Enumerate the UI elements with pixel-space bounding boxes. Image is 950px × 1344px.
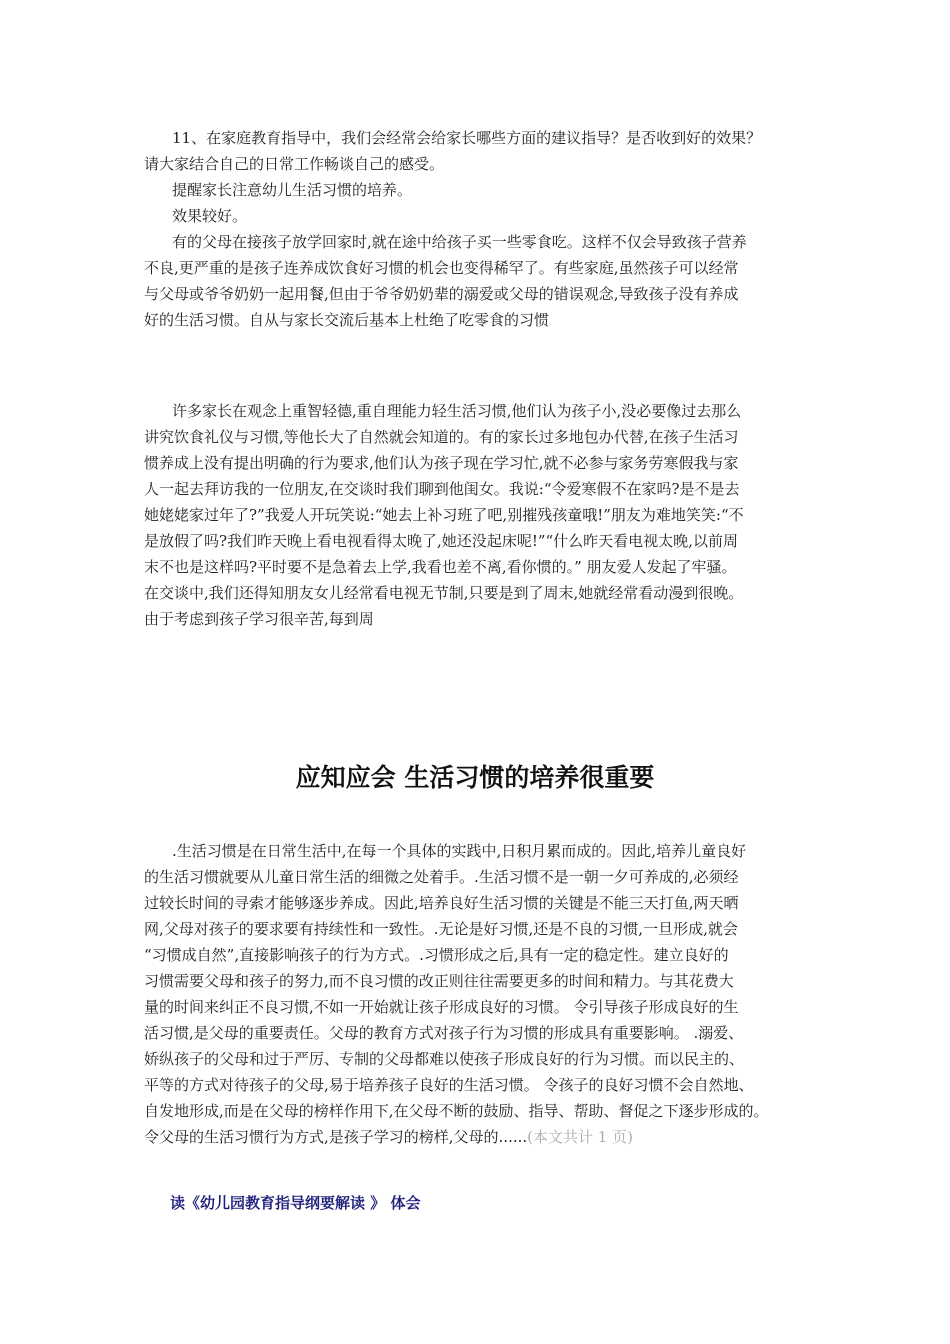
paragraph-line: 网,父母对孩子的要求要有持续性和一致性。.无论是好习惯,还是不良的习惯,一旦形成,就会: [144, 920, 738, 938]
paragraph-line: 讲究饮食礼仪与习惯,等他长大了自然就会知道的。有的家长过多地包办代替,在孩子生活习: [144, 428, 739, 446]
paragraph-line: 她姥姥家过年了?”我爱人开玩笑说:“她去上补习班了吧,别摧残孩童哦!”朋友为难地笑笑:“不: [144, 506, 744, 524]
related-article-link[interactable]: 读《幼儿园教育指导纲要解读 》 体会: [170, 1194, 421, 1212]
paragraph-line: 在交谈中,我们还得知朋友女儿经常看电视无节制,只要是到了周末,她就经常看动漫到很晚。: [144, 584, 744, 602]
paragraph-line: “习惯成自然”,直接影响孩子的行为方式。.习惯形成之后,具有一定的稳定性。建立良好的: [144, 946, 729, 964]
section-parent-concepts: [144, 398, 814, 632]
paragraph-line: 不良,更严重的是孩子连养成饮食好习惯的机会也变得稀罕了。有些家庭,虽然孩子可以经常: [144, 259, 739, 277]
paragraph-line: 好的生活习惯。自从与家长交流后基本上杜绝了吃零食的习惯: [144, 311, 550, 329]
paragraph-line: 与父母或爷爷奶奶一起用餐,但由于爷爷奶奶辈的溺爱或父母的错误观念,导致孩子没有养成: [144, 285, 739, 303]
paragraph-line: 许多家长在观念上重智轻德,重自理能力轻生活习惯,他们认为孩子小,没必要像过去那么: [172, 402, 742, 420]
page-count-note: (本文共计 1 页): [527, 1128, 633, 1146]
paragraph-line: 活习惯,是父母的重要责任。父母的教育方式对孩子行为习惯的形成具有重要影响。 .溺爱、: [144, 1024, 744, 1042]
paragraph-last-line: [144, 1124, 814, 1150]
paragraph-line: 娇纵孩子的父母和过于严厉、专制的父母都难以使孩子形成良好的行为习惯。而以民主的、: [144, 1050, 745, 1068]
paragraph-line: 效果较好。: [172, 207, 248, 225]
section-parenting-advice: [144, 125, 814, 333]
last-line-text: 令父母的生活习惯行为方式,是孩子学习的榜样,父母的......: [144, 1128, 528, 1146]
paragraph-line: 有的父母在接孩子放学回家时,就在途中给孩子买一些零食吃。这样不仅会导致孩子营养: [172, 233, 747, 251]
section-habit-importance: [144, 838, 814, 1150]
paragraph-line: 的生活习惯就要从儿童日常生活的细微之处着手。.生活习惯不是一朝一夕可养成的,必须经: [144, 868, 739, 886]
paragraph-line: 由于考虑到孩子学习很辛苦,每到周: [144, 610, 374, 628]
paragraph-line: .生活习惯是在日常生活中,在每一个具体的实践中,日积月累而成的。因此,培养儿童良好: [172, 842, 747, 860]
paragraph-line: 量的时间来纠正不良习惯,不如一开始就让孩子形成良好的习惯。 令引导孩子形成良好的生: [144, 998, 739, 1016]
paragraph-line: 人一起去拜访我的一位朋友,在交谈时我们聊到他闺女。我说:“令爱寒假不在家吗?是不是去: [144, 480, 740, 498]
paragraph-line: 是放假了吗?我们昨天晚上看电视看得太晚了,她还没起床呢!”“什么昨天看电视太晚,以前周: [144, 532, 738, 550]
paragraph-line: 平等的方式对待孩子的父母,易于培养孩子良好的生活习惯。 令孩子的良好习惯不会自然地、: [144, 1076, 754, 1094]
article-heading: 应知应会 生活习惯的培养很重要: [295, 763, 655, 792]
paragraph-line: 11、在家庭教育指导中，我们会经常会给家长哪些方面的建议指导？是否收到好的效果？: [172, 129, 762, 147]
paragraph-line: 过较长时间的寻索才能够逐步养成。因此,培养良好生活习惯的关键是不能三天打鱼,两天晒: [144, 894, 739, 912]
paragraph-line: 末不也是这样吗?平时要不是急着去上学,我看也差不离,看你惯的。” 朋友爱人发起了牢骚。: [144, 558, 737, 576]
paragraph-line: 惯养成上没有提出明确的行为要求,他们认为孩子现在学习忙,就不必参与家务劳寒假我与家: [144, 454, 739, 472]
paragraph-line: 自发地形成,而是在父母的榜样作用下,在父母不断的鼓励、指导、帮助、督促之下逐步形成的。: [144, 1102, 769, 1120]
paragraph-line: 请大家结合自己的日常工作畅谈自己的感受。: [144, 155, 445, 173]
paragraph-line: 提醒家长注意幼儿生活习惯的培养。: [172, 181, 413, 199]
paragraph-line: 习惯需要父母和孩子的努力,而不良习惯的改正则往往需要更多的时间和精力。与其花费大: [144, 972, 734, 990]
